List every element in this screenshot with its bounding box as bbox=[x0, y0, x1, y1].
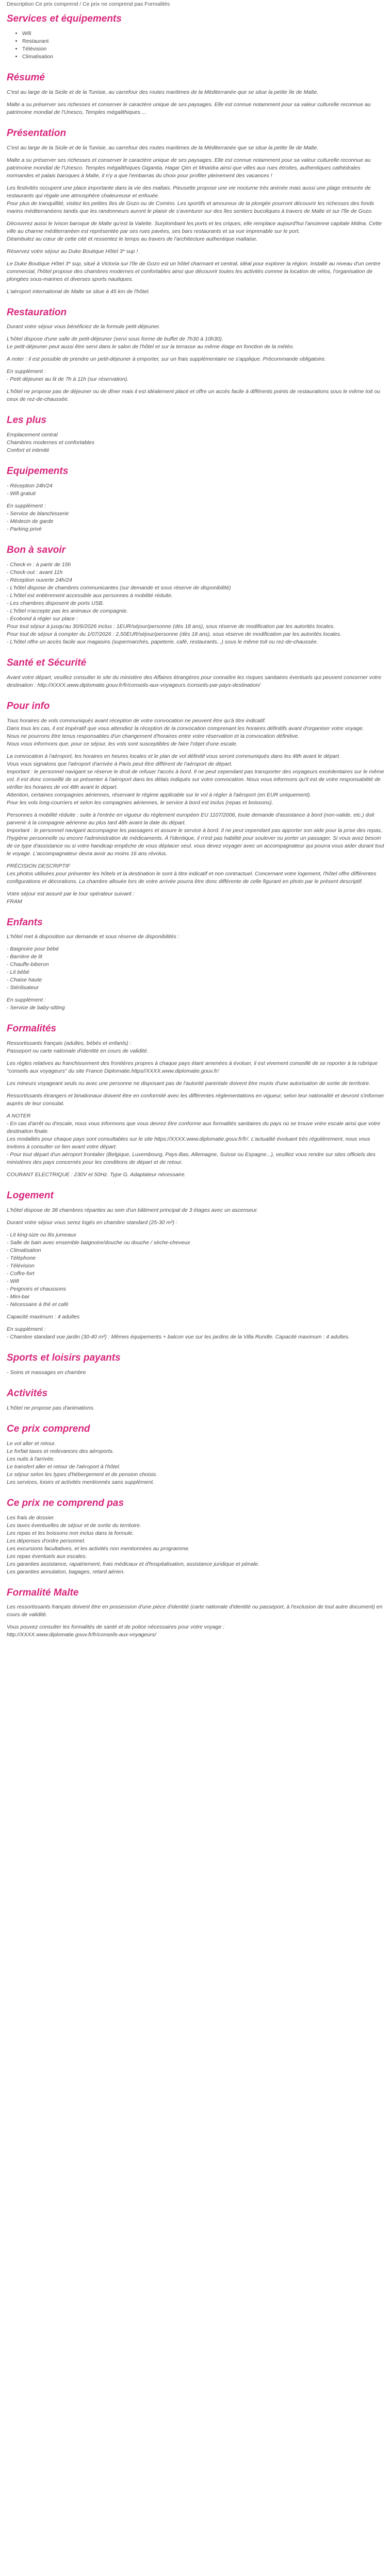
enfants-text: En supplément : - Service de baby-sitting bbox=[7, 997, 65, 1011]
presentation-text: L'aéroport international de Malte se situe à 45 km de l'hôtel. bbox=[7, 288, 150, 295]
pour-info-text: Tous horaires de vols communiqués avant réception de votre convocation ne peuvent être qu'à titre indicatif. Dans tous les cas, il est impératif que vous attendiez la réception de la convocation comprenant les horaires définitifs avant d'organiser votre voyage. Nous ne pourrons être tenus responsables d'un changement d'horaires entre votre réservation et la convocation définitive. Nous vous informons que, pour ce séjour, les vols sont susceptibles de faire l'objet d'une escale. bbox=[7, 717, 364, 747]
presentation-text: Malte a su préserver ses richesses et conserver le caractère unique de ses paysages. Elle est connue notamment pour sa valeur culturelle reconnue au patrimoine mondial de l'Unesco. Temples mégalithiques Gigantia, Hagar Qim et Mnaïdra ainsi que villes aux rues étroites, authentiques cathédrales normandes et palais baroques à Malte, il n'y a que l'embarras du choix pour profiter pleinement des vacances ! bbox=[7, 157, 371, 179]
logement-text: Capacité maximum : 4 adultes bbox=[7, 1314, 80, 1320]
resume-heading: Résumé bbox=[7, 72, 45, 83]
sante-text: Avant votre départ, veuillez consulter le site du ministère des Affaires étrangères pour connaître les risques sanitaires éventuels qui peuvent concerner votre destination : http://XXXX.www.diplomatie.gouv.fr/fr/conseils-aux-voyageurs /conseils-par-pays-destination/ bbox=[7, 674, 382, 688]
formalite-malte-heading: Formalité Malte bbox=[7, 1587, 79, 1598]
services-list bbox=[7, 30, 384, 61]
service-item: • Wifi bbox=[22, 30, 384, 38]
formalites-heading: Formalités bbox=[7, 1023, 57, 1035]
pour-info-text: PRÉCISION DESCRIPTIF Les photos utilisées pour présenter les hôtels et la destination le sont à titre indicatif et non contractuel. Concernant votre logement, l'hôtel offre différentes configurations et décorations. La chambre allouée lors de votre arrivée pourra être donc différente de celle figurant en photo par le présent descriptif. bbox=[7, 862, 377, 885]
bon-a-savoir-heading: Bon à savoir bbox=[7, 545, 66, 556]
enfants-text: - Baignoire pour bébé - Barrière de lit - Chauffe-biberon - Lit bébé - Chaise haute - Stérilisateur bbox=[7, 946, 59, 991]
prix-comprend-text: Le vol aller et retour. Le forfait taxes et redevances des aéroports. Les nuits à l'arrivée. Le transfert aller et retour de l'aéroport à l'hôtel. Le séjour selon les types d'hébergement et de pension choisis. Les services, loisirs et activités mentionnés sans supplément. bbox=[7, 1440, 158, 1485]
logement-text: En supplément : - Chambre standard vue jardin (30-40 m²) : Mêmes équipements + balcon vue sur les jardins de la Villa Rundle. Capacité maximum : 4 adultes. bbox=[7, 1326, 350, 1341]
prix-ne-comprend-heading: Ce prix ne comprend pas bbox=[7, 1497, 124, 1509]
pour-info-text: Personnes à mobilité réduite : suite à l'entrée en vigueur du règlement européen EU 1107/2006, toute demande d'assistance à bord (non-valide, etc.) doit parvenir à la compagnie aérienne au plus tard 48h avant la date du départ. Important : le personnel navigant accompagne les passagers et assure le service à bord. Il ne peut cependant pas apporter son aide pour la prise des repas, l'hygiène personnelle ou encore l'administration de médicaments. À l'identique, il n'est pas habilité pour soulever ou porter un passager. Si vous avez besoin de ce type d'assistance ou si votre handicap empêche de vous déplacer seul, vous devez voyager avec un accompagnateur qui pourra vous aider durant tout le voyage. L'accompagnateur devra avoir au moins 16 ans révolus. bbox=[7, 811, 384, 857]
presentation-text: Réservez votre séjour au Duke Boutique Hôtel 3* sup ! bbox=[7, 248, 138, 255]
enfants-text: L'hôtel met à disposition sur demande et sous réserve de disponibilités : bbox=[7, 934, 180, 940]
formalites-text: COURANT ELECTRIQUE : 230V et 50Hz. Type G. Adaptateur nécessaire. bbox=[7, 1172, 186, 1178]
formalites-text: Les mineurs voyageant seuls ou avec une personne ne disposant pas de l'autorité parentale doivent être munis d'une autorisation de sortie de territoire. bbox=[7, 1080, 371, 1087]
prix-comprend-heading: Ce prix comprend bbox=[7, 1423, 90, 1434]
restauration-text: A noter : il est possible de prendre un petit-déjeuner à emporter, sur un frais supplémentaire ne s'applique. Précommande obligatoire. bbox=[7, 356, 327, 363]
pour-info-heading: Pour info bbox=[7, 700, 50, 711]
formalites-text: Les règles relatives au franchissement des frontières propres à chaque pays étant amenées à évoluer, il est vivement conseillé de se reporter à la rubrique "conseils aux voyageurs" du site France Diplomatie.https//XXXX.www.diplomatie.gouv.fr/ bbox=[7, 1060, 378, 1075]
prix-ne-comprend-text: Les frais de dossier. Les taxes éventuelles de séjour et de sortie du territoire. Les repas et les boissons non inclus dans la formule. Les dépenses d'ordre personnel. Les excursions facultatives, et les activités non mentionnées au programme. Les repas éventuels aux escales. Les garanties assistance, rapatriement, frais médicaux et d'hospitalisation, assistance juridique et pénale. Les garanties annulation, bagages, retard aérien. bbox=[7, 1514, 259, 1575]
equipements-heading: Equipements bbox=[7, 466, 69, 477]
bon-a-savoir-text: - Check-in : à partir de 15h - Check-out : avant 11h - Réception ouverte 24h/24 - L'hôtel dispose de chambres communicantes (sur demande et sous réserve de disponibilité) - L'hôtel est entièrement accessible aux personnes à mobilité réduite. - Les chambres disposent de ports USB. - L'hôtel n'accepte pas les animaux de compagnie. - Écobond à régler sur place : Pour tout séjour à jusqu'au 30/6/2026 inclus : 1EUR/séjour/personne (dès 18 ans), sous réserve de modification par les autorités locales. Pour tout de séjour à compter du 1/07/2026 : 2,50EUR/séjour/personne (dès 18 ans), sous réserve de modification par les autorités locales. - L'hôtel offre un accès facile aux magasins (supermarchés, papeterie, café, restaurants...) sous le même toit ou rez-de-chaussée. bbox=[7, 561, 342, 645]
sports-heading: Sports et loisirs payants bbox=[7, 1352, 121, 1364]
formalites-text: A NOTER - En cas d'arrêt ou d'escale, nous vous informons que vous devrez être conforme aux formalités sanitaires du pays où se trouve votre escale ainsi que votre destination finale. Les modalités pour chaque pays sont consultables sur le site https://XXXX.www.diplomatie.gouv.fr/fr/. L'actualité évoluant très régulièrement, nous vous invitons à consulter ce lien avant votre départ. - Pour tout départ d'un aéroport frontalier (Belgique, Luxembourg, Pays-Bas, Allemagne, Suisse ou Espagne...), veuillez vous rendre sur sites officiels des ministères des pays concernés pour les conditions de départ et de retour. bbox=[7, 1113, 381, 1166]
equipements-text: En supplément : - Service de blanchisserie - Médecin de garde - Parking privé bbox=[7, 503, 69, 533]
pour-info-text: La convocation à l'aéroport, les horaires en heures locales et le plan de vol définitif vous seront communiqués dans les 48h avant le départ. Vous vous signalons que l'aéroport d'arrivée à Paris peut être différent de l'aéroport de départ. Important : le personnel navigant se réserve le droit de refuser l'accès à bord. Il ne peut cependant pas transporter des voyageurs excédentaires sur le même vol. Il est donc conseillé de se présenter à l'aéroport dans les délais indiqués sur votre convocation. Nous vous informons qu'il est de votre responsabilité de vérifier les horaires de vol 48h avant le départ. Attention, certaines compagnies aériennes, réservant le régime applicable sur le vol à régler à l'aéroport (en EUR uniquement). Pour les vols long-courriers et selon les compagnies aériennes, le service à bord est inclus (repas et boissons). bbox=[7, 753, 384, 806]
sports-text: - Soins et massages en chambre bbox=[7, 1369, 86, 1376]
presentation-text: Les festivités occupent une place importante dans la vie des maltais. Pieusette propose une vie nocturne très animée mais aussi une plage entourée de restaurants qui régale une atmosphère chaleureuse et enfouée. Pour plus de tranquillité, visitez les petites îles de Gozo ou de Comino. Les sportifs et amoureux de la plongée pourront découvrir les richesses des fonds marins méditerranéens tandis que les randonneurs auront le plaisir de s'aventurer sur des îles sentiers bucoliques à travers de Malte et sur l'île de Gozo. bbox=[7, 184, 374, 214]
restauration-text: Durant votre séjour vous bénéficiez de la formule petit-déjeuner. bbox=[7, 324, 160, 330]
sante-heading: Santé et Sécurité bbox=[7, 657, 87, 668]
service-item: • Climatisation bbox=[22, 53, 384, 61]
formalite-malte-text: Vous pouvez consulter les formalités de santé et de police nécessaires pour votre voyage : http://XXXX.www.diplomatie.gouv.fr/fr/conseils-aux-voyageurs/ bbox=[7, 1624, 225, 1638]
formalites-text: Ressortissants étrangers et binationaux doivent être en conformité avec les différentes réglementations en vigueur, selon leur nationalité et devront s'informer auprès de leur consulat. bbox=[7, 1093, 384, 1107]
logement-text: - Lit king-size ou lits jumeaux - Salle de bain avec ensemble baignoire/douche ou douche / sèche-cheveux - Climatisation - Téléphone - Télévision - Coffre-fort - Wifi - Peignoirs et chaussons - Mini-bar - Nécessaire à thé et café bbox=[7, 1232, 190, 1308]
restauration-text: L'hôtel dispose d'une salle de petit-déjeuner (servi sous forme de buffet de 7h30 à 10h30). Le petit-déjeuner peut aussi être servi dans le salon de l'hôtel et sur la terrasse au même étage en fonction de la météo. bbox=[7, 336, 295, 350]
services-heading: Services et équipements bbox=[7, 13, 122, 24]
restauration-text: En supplément : - Petit déjeuner au lit de 7h à 11h (sur réservation). bbox=[7, 368, 129, 383]
logement-heading: Logement bbox=[7, 1190, 54, 1201]
resume-text: C'est au large de la Sicile et de la Tunisie, au carrefour des routes maritimes de la Méditerranée que se situe la petite île de Malte. bbox=[7, 89, 319, 95]
restauration-text: L'hôtel ne propose pas de déjeuner ou de dîner mais il est idéalement placé et offre un accès facile à différents points de restaurations sous le même toit ou ceux de rez-de-chaussée. bbox=[7, 388, 381, 403]
service-item: • Télévision bbox=[22, 45, 384, 53]
pour-info-text: Votre séjour est assuré par le tour opérateur suivant : FRAM bbox=[7, 890, 135, 905]
formalite-malte-text: Les ressortissants français doivent être en possession d'une pièce d'identité (carte nationale d'identité ou passeport, à l'exclusion de tout autre document) en cours de validité. bbox=[7, 1604, 383, 1618]
presentation-heading: Présentation bbox=[7, 127, 67, 139]
presentation-text: Découvrez aussi le Ivison baroque de Malte qu'est la Valette. Surplombant les ports et les criques, elle remplace aujourd'hui l'ancienne capitale Mdina. Cette ville au charme méditerranéen est représentée par ses rues pavées, ses bars restaurants et sa vue imprenable sur le port. Déambulez au cœur de cette cité et ressentez le temps au travers de l'architecture authentique maltaise. bbox=[7, 220, 382, 242]
activites-heading: Activités bbox=[7, 1387, 48, 1399]
logement-text: L'hôtel dispose de 38 chambres réparties au sein d'un bâtiment principal de 3 étages avec un ascenseur. bbox=[7, 1207, 258, 1214]
les-plus-text: Emplacement central Chambres modernes et confortables Confort et intimité bbox=[7, 432, 94, 454]
formalites-text: Ressortissants français (adultes, bébés et enfants) : Passeport ou carte nationale d'identité en cours de validité. bbox=[7, 1040, 149, 1055]
presentation-text: Le Duke Boutique Hôtel 3* sup, situé à Victoria sur l'île de Gozo est un hôtel charmant et central, idéal pour explorer la région. Installé au niveau d'un centre commercial, l'hôtel propose des chambres modernes et confortables ainsi que découvrir toutes les activités comme la location de vélos, l'organisation de plongées sous-marines et diverses sports nautiques. bbox=[7, 260, 381, 282]
enfants-heading: Enfants bbox=[7, 917, 43, 928]
tab-line: Description Ce prix comprend / Ce prix ne comprend pas Formalités bbox=[7, 1, 170, 7]
resume-text: Malte a su préserver ses richesses et conserver le caractère unique de ses paysages. Elle est connue notamment pour sa valeur culturelle reconnue au patrimoine mondial de l'Unesco, Temples mégalithiques ... bbox=[7, 101, 371, 115]
restauration-heading: Restauration bbox=[7, 307, 67, 318]
activites-text: L'hôtel ne propose pas d'animations. bbox=[7, 1404, 95, 1411]
presentation-text: C'est au large de la Sicile et de la Tunisie, au carrefour des routes maritimes de la Méditerranée que se situe la petite île de Malte. bbox=[7, 144, 319, 151]
logement-text: Durant votre séjour vous serez logés en chambre standard (25-30 m²) : bbox=[7, 1219, 177, 1226]
les-plus-heading: Les plus bbox=[7, 415, 47, 426]
service-item: • Restaurant bbox=[22, 38, 384, 45]
equipements-text: - Réception 24h/24 - Wifi gratuit bbox=[7, 483, 53, 497]
